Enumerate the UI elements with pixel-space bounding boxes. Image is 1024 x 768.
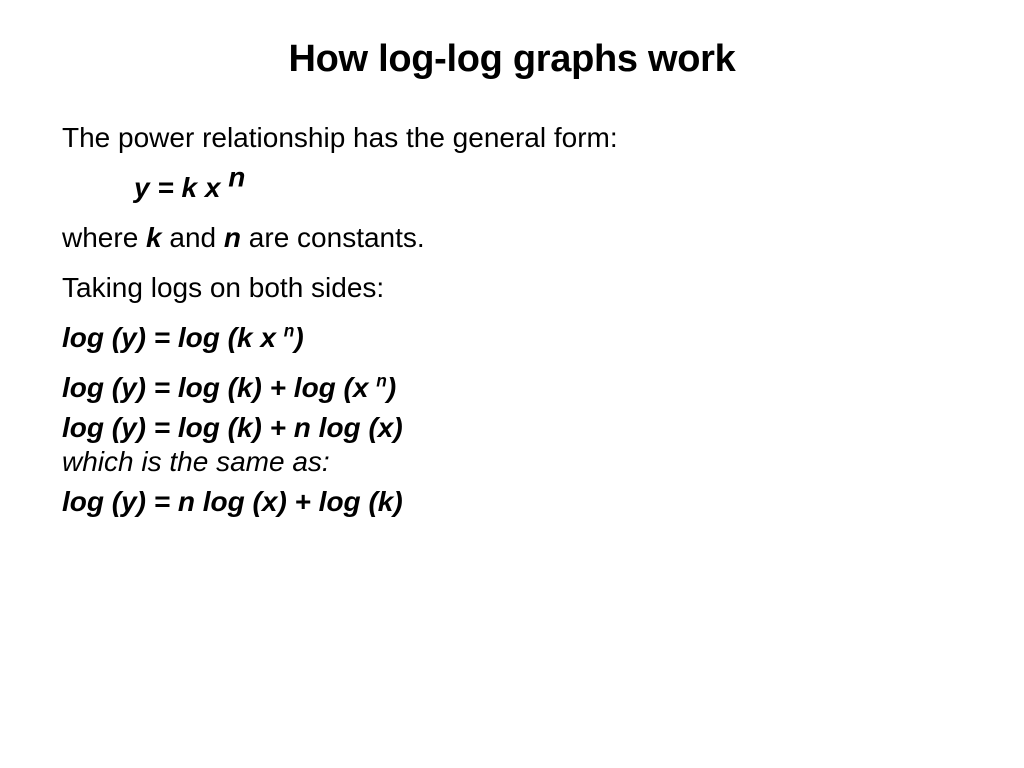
taking-logs-text: Taking logs on both sides:: [62, 272, 385, 303]
slide-body: [62, 124, 962, 516]
log-step-2-exponent: n: [376, 370, 387, 391]
constants-prefix: where: [62, 222, 147, 253]
constant-n: n: [223, 222, 242, 253]
page-title: How log-log graphs work: [288, 38, 736, 80]
log-step-1: [62, 320, 962, 353]
constants-mid: and: [161, 222, 224, 253]
log-step-2-suffix: ): [386, 372, 397, 403]
intro-text: The power relationship has the general form:: [62, 122, 618, 153]
same-as-text: which is the same as:: [62, 446, 330, 477]
log-final: log (y) = n log (x) + log (k): [62, 486, 403, 517]
log-step-1-exponent: n: [283, 320, 295, 341]
log-step-3: log (y) = log (k) + n log (x): [62, 412, 403, 443]
equation-general-exponent: n: [228, 161, 246, 193]
equation-general-text: y = k x: [134, 172, 229, 203]
constant-k: k: [146, 222, 162, 253]
equation-general: [62, 161, 962, 203]
constants-text: [62, 224, 962, 252]
log-step-1-suffix: ): [294, 322, 304, 353]
constants-suffix: are constants.: [241, 222, 425, 253]
log-step-2-prefix: log (y) = log (k) + log (x: [62, 372, 377, 403]
log-step-2: [62, 370, 962, 403]
log-step-1-prefix: log (y) = log (k x: [62, 322, 284, 353]
